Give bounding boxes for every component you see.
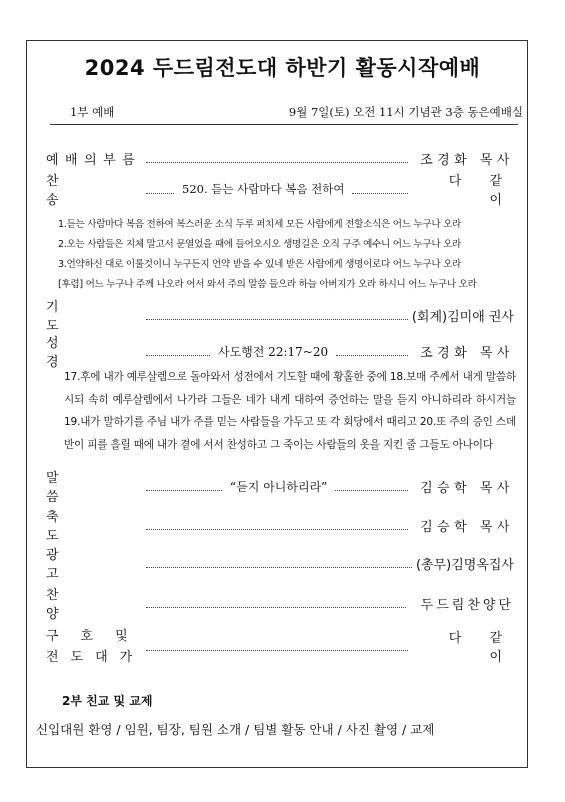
hymn-title: 520. 듣는 사람마다 복음 전하여 xyxy=(182,182,345,196)
order-sermon xyxy=(46,471,514,505)
label-text: 말씀 xyxy=(46,471,125,505)
order-announce xyxy=(46,548,514,582)
leader-name xyxy=(412,342,514,361)
leader-name xyxy=(412,306,514,325)
order-prayer xyxy=(46,300,514,334)
scripture-reference: 사도행전 22:17~20 xyxy=(218,344,329,359)
leader-dots xyxy=(352,184,408,194)
leader-dots xyxy=(146,520,408,530)
part2-details: 신입대원 환영 / 임원, 팀장, 팀원 소개 / 팀별 활동 안내 / 사진 촬영 / 교제 xyxy=(36,722,435,737)
hymn-verse-2: 2.오는 사람들은 지체 말고서 문열었을 때에 들어오시오 생명길은 오직 구주 예수니 어느 누구나 오라 xyxy=(58,239,461,250)
motto-label xyxy=(46,626,150,668)
leader-dots xyxy=(146,598,406,608)
title-dots xyxy=(146,481,222,491)
label-text: 광고 xyxy=(46,548,125,582)
motto-label-line1: 구호및 xyxy=(46,629,150,644)
label-text: 찬송 xyxy=(46,174,125,208)
label-text: 예배의부름 xyxy=(46,152,142,168)
leader-name xyxy=(416,554,514,573)
leader-text: 다 같 이 xyxy=(448,174,514,208)
order-label xyxy=(46,506,142,544)
order-label xyxy=(46,149,142,168)
leader-name xyxy=(412,149,514,168)
label-text: 축도 xyxy=(46,510,125,544)
motto-label-line2: 전도대가 xyxy=(46,650,145,665)
scripture-text: 17.후에 내가 예루살렘으로 돌아와서 성전에서 기도할 때에 황홀한 중에 18.보매 주께서 내게 말씀하시되 속히 예루살렘에서 나가라 그들은 네가 내게 대하여 증언하는 말을 듣지 아니하리라 하시거늘 19.내가 말하기를 주님 내가 주를 믿는 사람들을 가두고 또 각 회당에서 때리고 20.또 주의 증인 스데반이 피를 흘릴 때에 내가 곁에 서서 찬성하고 그 죽이는 사람들의 옷을 지킨 줄 그들도 아나이다 xyxy=(64,371,516,451)
order-call xyxy=(46,148,514,168)
order-blessing xyxy=(46,510,514,544)
leader-text: 김승학 목사 xyxy=(420,480,514,496)
leader-name xyxy=(412,627,514,665)
sermon-title: “듣지 아니하리라” xyxy=(230,479,328,494)
leader-text: 조경화 목사 xyxy=(420,345,514,361)
leader-text: 김승학 목사 xyxy=(420,519,514,535)
order-label xyxy=(46,467,142,505)
leader-name xyxy=(412,170,514,208)
part1-label: 1부 예배 xyxy=(70,105,115,119)
header-divider xyxy=(50,124,518,125)
leader-dots xyxy=(146,310,408,320)
leader-dots xyxy=(146,641,408,651)
label-text: 성경 xyxy=(46,336,125,370)
leader-dots xyxy=(146,558,412,568)
leader-name xyxy=(412,516,514,535)
leader-dots xyxy=(336,346,408,356)
order-scripture xyxy=(46,336,514,370)
event-datetime: 9월 7일(토) 오전 11시 기념관 3층 동은예배실 xyxy=(288,105,523,119)
title-dots xyxy=(146,346,210,356)
leader-dots xyxy=(146,153,408,163)
order-label xyxy=(46,544,142,582)
hymn-verse-1: 1.듣는 사람마다 복음 전하여 복스러운 소식 두루 퍼치세 모든 사람에게 전할소식은 어느 누구나 오라 xyxy=(58,219,461,230)
order-label xyxy=(46,296,142,334)
label-text: 찬양 xyxy=(46,588,125,622)
part2-heading: 2부 친교 및 교제 xyxy=(62,694,153,708)
order-praise xyxy=(46,588,514,622)
leader-name xyxy=(412,477,514,496)
order-label xyxy=(46,332,142,370)
title-dots xyxy=(146,184,174,194)
order-label xyxy=(46,584,142,622)
leader-text: 두드림찬양단 xyxy=(420,597,514,613)
leader-text: 조경화 목사 xyxy=(420,152,514,168)
order-hymn xyxy=(46,174,514,208)
page-title: 2024 두드림전도대 하반기 활동시작예배 xyxy=(84,56,481,80)
order-label xyxy=(46,170,142,208)
label-text: 기도 xyxy=(46,300,125,334)
leader-name xyxy=(410,594,514,613)
hymn-verse-3: 3.언약하신 대로 이룰것이니 누구든지 언약 받을 수 있네 받은 사람에게 생명이로다 어느 누구나 오라 xyxy=(58,259,461,270)
order-motto xyxy=(142,631,514,665)
leader-text: (회계)김미애 권사 xyxy=(411,309,514,325)
leader-text: 다 같 이 xyxy=(448,631,514,665)
hymn-refrain: [후렴] 어느 누구나 주께 나오라 어서 와서 주의 말씀 들으라 하늘 아버지가 오라 하시니 어느 누구나 오라 xyxy=(58,279,477,290)
leader-dots xyxy=(335,481,408,491)
leader-text: (총무)김명옥집사 xyxy=(415,557,514,573)
